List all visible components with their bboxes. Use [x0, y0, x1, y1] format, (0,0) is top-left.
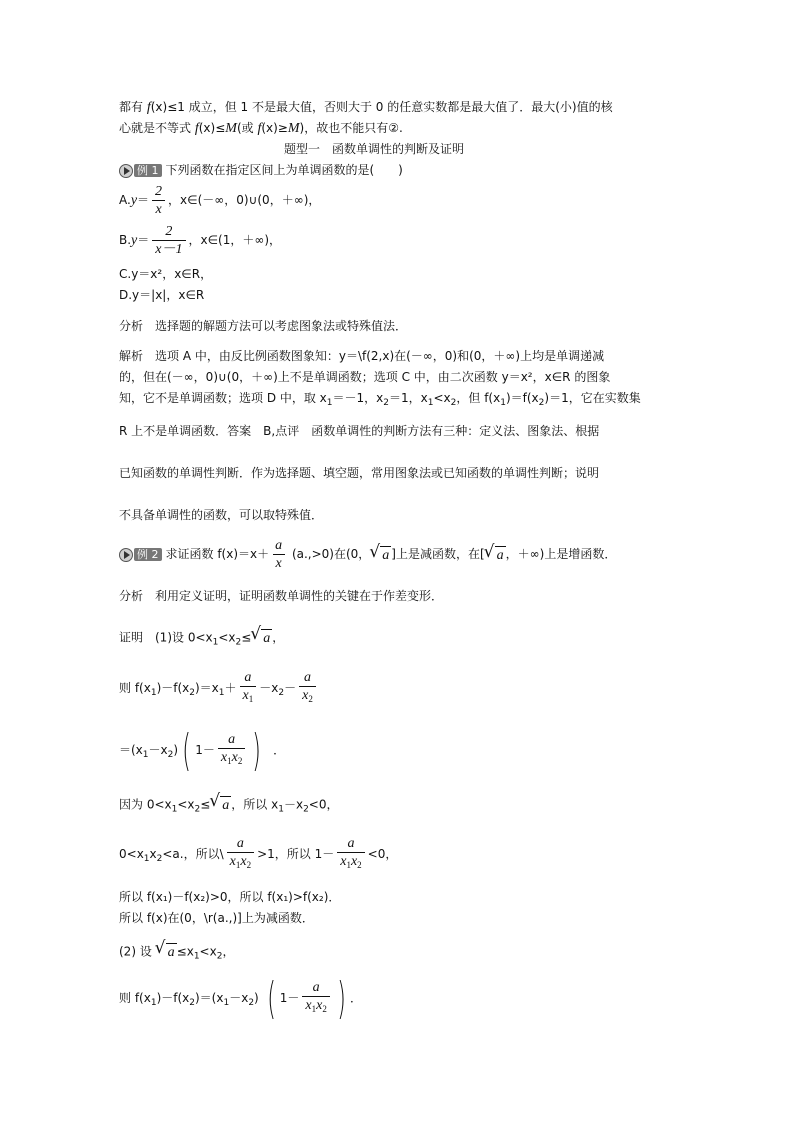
text-line-1: 都有 f(x)≤1 成立，但 1 不是最大值，否则大于 0 的任意实数都是最大值了．最大(小)值的核 [119, 100, 613, 115]
sqrt: √ a [156, 943, 177, 961]
sqrt: √ a [370, 537, 391, 573]
analysis-2: 分析 利用定义证明，证明函数单调性的关键在于作差变形． [119, 589, 444, 603]
sqrt: √ a [210, 796, 231, 814]
option-d: D.y＝|x|，x∈R [119, 288, 205, 302]
proof-2-line-2: 则 $f(x_1)-f(x_2)=(x_1-x_2)$ ( 1－ $\frac{a}{x_1x_2}$ ) ． [119, 972, 362, 1024]
fraction: $\frac{2}{x-1}$ [152, 223, 185, 258]
proof-line-1: 证明 (1)设 $0<x_1<x_2\le√$ a ， [119, 629, 284, 651]
example-1-badge: 例 1 [119, 164, 162, 178]
option-c: C.y＝x²，x∈R， [119, 267, 213, 281]
solution-1-line-4: R 上不是单调函数．答案 B,点评 函数单调性的判断方法有三种：定义法、图象法、根据 [119, 424, 600, 438]
example-2-badge: 例 2 [119, 548, 162, 562]
solution-1-line-2: 的，但在(－∞，0)∪(0，＋∞)上不是单调函数；选项 C 中，由二次函数 y＝x²，x∈R 的图象 [119, 370, 611, 384]
example-2-prompt: 例 2 求证函数 f(x)＝x＋ $\frac{a}{x}$ (a.,>0)在(0，√ a ]上是减函数，在[√ a ，＋∞)上是增函数． [119, 536, 616, 573]
fraction: $\frac{a}{x_1x_2}$ [302, 979, 329, 1018]
proof-line-7: 所以 f(x)在(0，\r(a.,)]上为减函数． [119, 911, 314, 925]
proof-2-line-1: (2) 设 √ $a \le x_1<x_2$， [119, 943, 234, 965]
solution-1-line-3: 知，它不是单调函数；选项 D 中，取 $x_1=-1$，$x_2=1$，$x_1<x_2$，但 $f(x_1)=f(x_2)=1$，它在实数集 [119, 391, 641, 408]
play-icon [119, 164, 133, 178]
proof-line-2: 则 $f(x_1)-f(x_2)=x_1+$ $\frac{a}{x_1}$ $-x_2-$ $\frac{a}{x_2}$ [119, 668, 319, 713]
play-icon [119, 548, 133, 562]
option-a: A.y＝ $\frac{2}{x}$ ，x∈(－∞，0)∪(0，＋∞)， [119, 184, 321, 217]
proof-line-5: $0<x_1x_2<a$.，所以\ $\frac{a}{x_1x_2}$ >1，所以 1－ $\frac{a}{x_1x_2}$ <0， [119, 834, 397, 879]
fraction: $\frac{a}{x_1x_2}$ [337, 835, 364, 874]
sqrt: √ a [485, 537, 506, 573]
example-1-prompt: 例 1 下列函数在指定区间上为单调函数的是( ) [119, 162, 403, 178]
fraction: $\frac{a}{x_1x_2}$ [218, 731, 245, 770]
section-title: 题型一 函数单调性的判断及证明 [284, 142, 465, 156]
proof-line-3: $=(x_1-x_2)$( 1－ $\frac{a}{x_1x_2}$ ) ． [119, 724, 286, 776]
text-line-2: 心就是不等式 f(x)≤M(或 f(x)≥M)，故也不能只有②. [119, 121, 403, 136]
option-b: B.y＝ $\frac{2}{x-1}$ ，x∈(1，＋∞)， [119, 224, 282, 257]
fraction: $\frac{a}{x}$ [272, 537, 285, 572]
analysis-1: 分析 选择题的解题方法可以考虑图象法或特殊值法． [119, 319, 408, 333]
solution-1-line-1: 解析 选项 A 中，由反比例函数图象知：y＝\f(2,x)在(－∞，0)和(0，＋∞)上均是单调递减 [119, 349, 605, 363]
solution-1-line-5: 已知函数的单调性判断．作为选择题、填空题，常用图象法或已知函数的单调性判断；说明 [119, 466, 600, 480]
fraction: $\frac{a}{x_2}$ [299, 669, 316, 708]
sqrt: √ a [251, 629, 272, 647]
solution-1-line-6: 不具备单调性的函数，可以取特殊值． [119, 508, 324, 522]
fraction: $\frac{a}{x_1x_2}$ [227, 835, 254, 874]
proof-line-4: 因为 $0<x_1<x_2\le√$ a ，所以 $x_1-x_2<0$， [119, 796, 339, 818]
proof-line-6: 所以 f(x₁)－f(x₂)>0，所以 f(x₁)>f(x₂)． [119, 890, 341, 904]
fraction: $\frac{a}{x_1}$ [240, 669, 257, 708]
fraction: $\frac{2}{x}$ [152, 183, 165, 218]
